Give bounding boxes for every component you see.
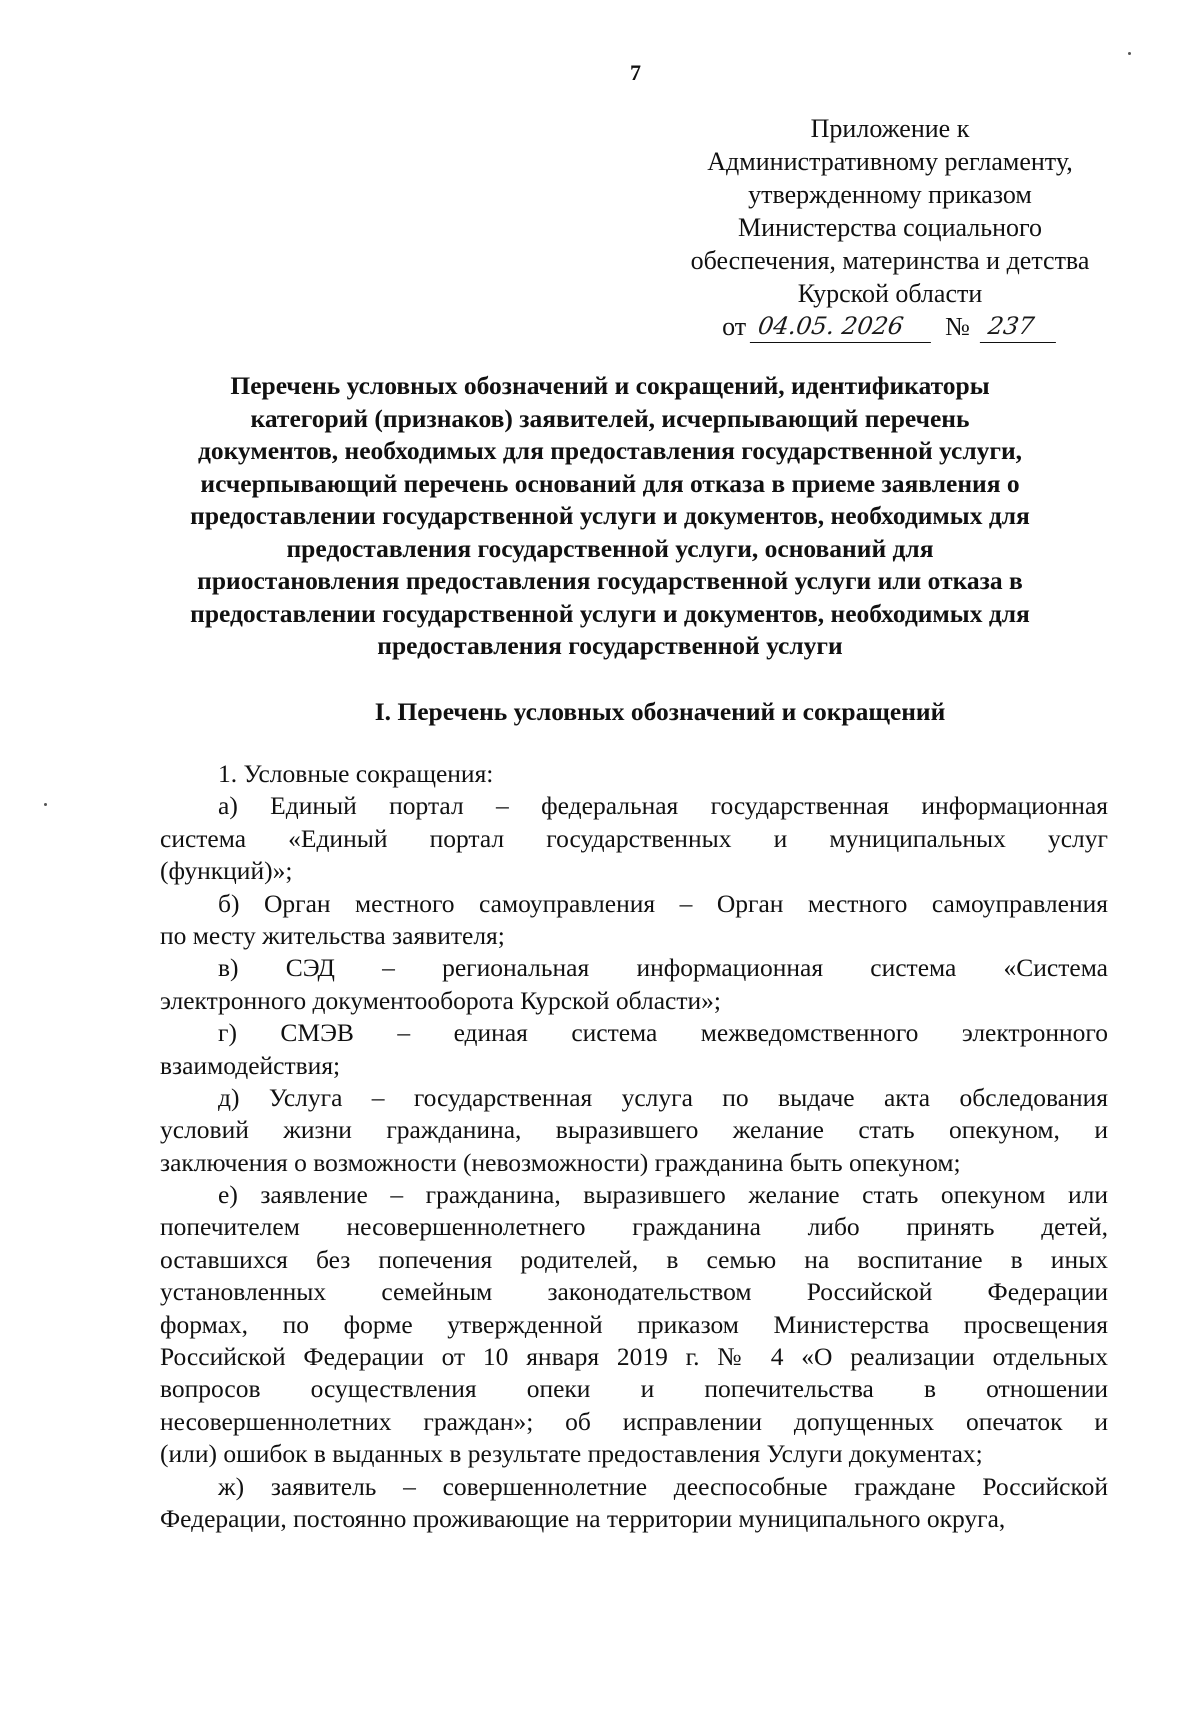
body-line: а) Единый портал – федеральная государственная информационная <box>218 791 1108 821</box>
body-line: взаимодействия; <box>160 1050 341 1080</box>
appendix-line: утвержденному приказом <box>748 180 1032 209</box>
body-line: попечителем несовершеннолетнего гражданина либо принять детей, <box>160 1212 1108 1242</box>
body-line: заключения о возможности (невозможности) гражданина быть опекуном; <box>160 1147 961 1177</box>
body-line: д) Услуга – государственная услуга по выдаче акта обследования <box>218 1082 1108 1112</box>
date-prefix: от <box>722 312 747 341</box>
appendix-date-line <box>640 310 1140 343</box>
body-line: ж) заявитель – совершеннолетние дееспособные граждане Российской <box>218 1471 1108 1501</box>
body-line: система «Единый портал государственных и муниципальных услуг <box>160 823 1108 853</box>
body-line: 1. Условные сокращения: <box>218 759 494 788</box>
title-line: Перечень условных обозначений и сокращений, идентификаторы <box>230 371 990 400</box>
body-line: е) заявление – гражданина, выразившего желание стать опекуном или <box>218 1180 1108 1210</box>
title-line: категорий (признаков) заявителей, исчерпывающий перечень <box>250 403 970 433</box>
title-line: предоставления государственной услуги <box>377 631 843 660</box>
title-line: исчерпывающий перечень оснований для отказа в приеме заявления о <box>200 468 1020 498</box>
document-title <box>150 370 1070 663</box>
body-line: вопросов осуществления опеки и попечительства в отношении <box>160 1374 1108 1404</box>
title-line: предоставлении государственной услуги и документов, необходимых для <box>190 598 1030 628</box>
body-line: б) Орган местного самоуправления – Орган местного самоуправления <box>218 888 1108 918</box>
body-line: установленных семейным законодательством Российской Федерации <box>160 1277 1108 1307</box>
body-line: условий жизни гражданина, выразившего желание стать опекуном, и <box>160 1115 1108 1145</box>
scan-speck <box>44 803 47 806</box>
body-text <box>160 758 1108 1535</box>
scan-speck <box>1128 52 1131 55</box>
appendix-line: Курской области <box>797 279 983 308</box>
body-line: формах, по форме утвержденной приказом Министерства просвещения <box>160 1309 1108 1339</box>
number-sign: № <box>945 312 970 341</box>
handwritten-date: 04.05. 2026 <box>750 312 935 343</box>
appendix-block <box>640 112 1140 343</box>
title-line: документов, необходимых для предоставления государственной услуги, <box>197 436 1023 465</box>
body-line: Федерации, постоянно проживающие на территории муниципального округа, <box>160 1503 1006 1533</box>
body-line: оставшихся без попечения родителей, в семью на воспитание в иных <box>160 1244 1108 1274</box>
body-line: г) СМЭВ – единая система межведомственного электронного <box>218 1018 1108 1048</box>
title-line: предоставлении государственной услуги и документов, необходимых для <box>190 501 1030 530</box>
body-line: по месту жительства заявителя; <box>160 920 505 950</box>
appendix-line: Приложение к <box>810 114 970 143</box>
title-line: предоставления государственной услуги, оснований для <box>286 533 934 563</box>
appendix-line: Министерства социального <box>737 213 1043 242</box>
handwritten-number: 237 <box>980 312 1060 343</box>
body-line: (или) ошибок в выданных в результате предоставления Услуги документах; <box>160 1439 983 1469</box>
section-heading: I. Перечень условных обозначений и сокращений <box>374 697 946 726</box>
title-line: приостановления предоставления государственной услуги или отказа в <box>197 566 1023 595</box>
appendix-line: обеспечения, материнства и детства <box>690 246 1090 275</box>
body-line: Российской Федерации от 10 января 2019 г. № 4 «О реализации отдельных <box>160 1342 1108 1372</box>
body-line: (функций)»; <box>160 856 293 886</box>
body-line: электронного документооборота Курской области»; <box>160 985 721 1015</box>
body-line: в) СЭД – региональная информационная система «Система <box>218 953 1108 983</box>
appendix-line: Административному регламенту, <box>707 147 1073 176</box>
body-line: несовершеннолетних граждан»; об исправлении допущенных опечаток и <box>160 1406 1108 1436</box>
page-number: 7 <box>630 60 641 85</box>
